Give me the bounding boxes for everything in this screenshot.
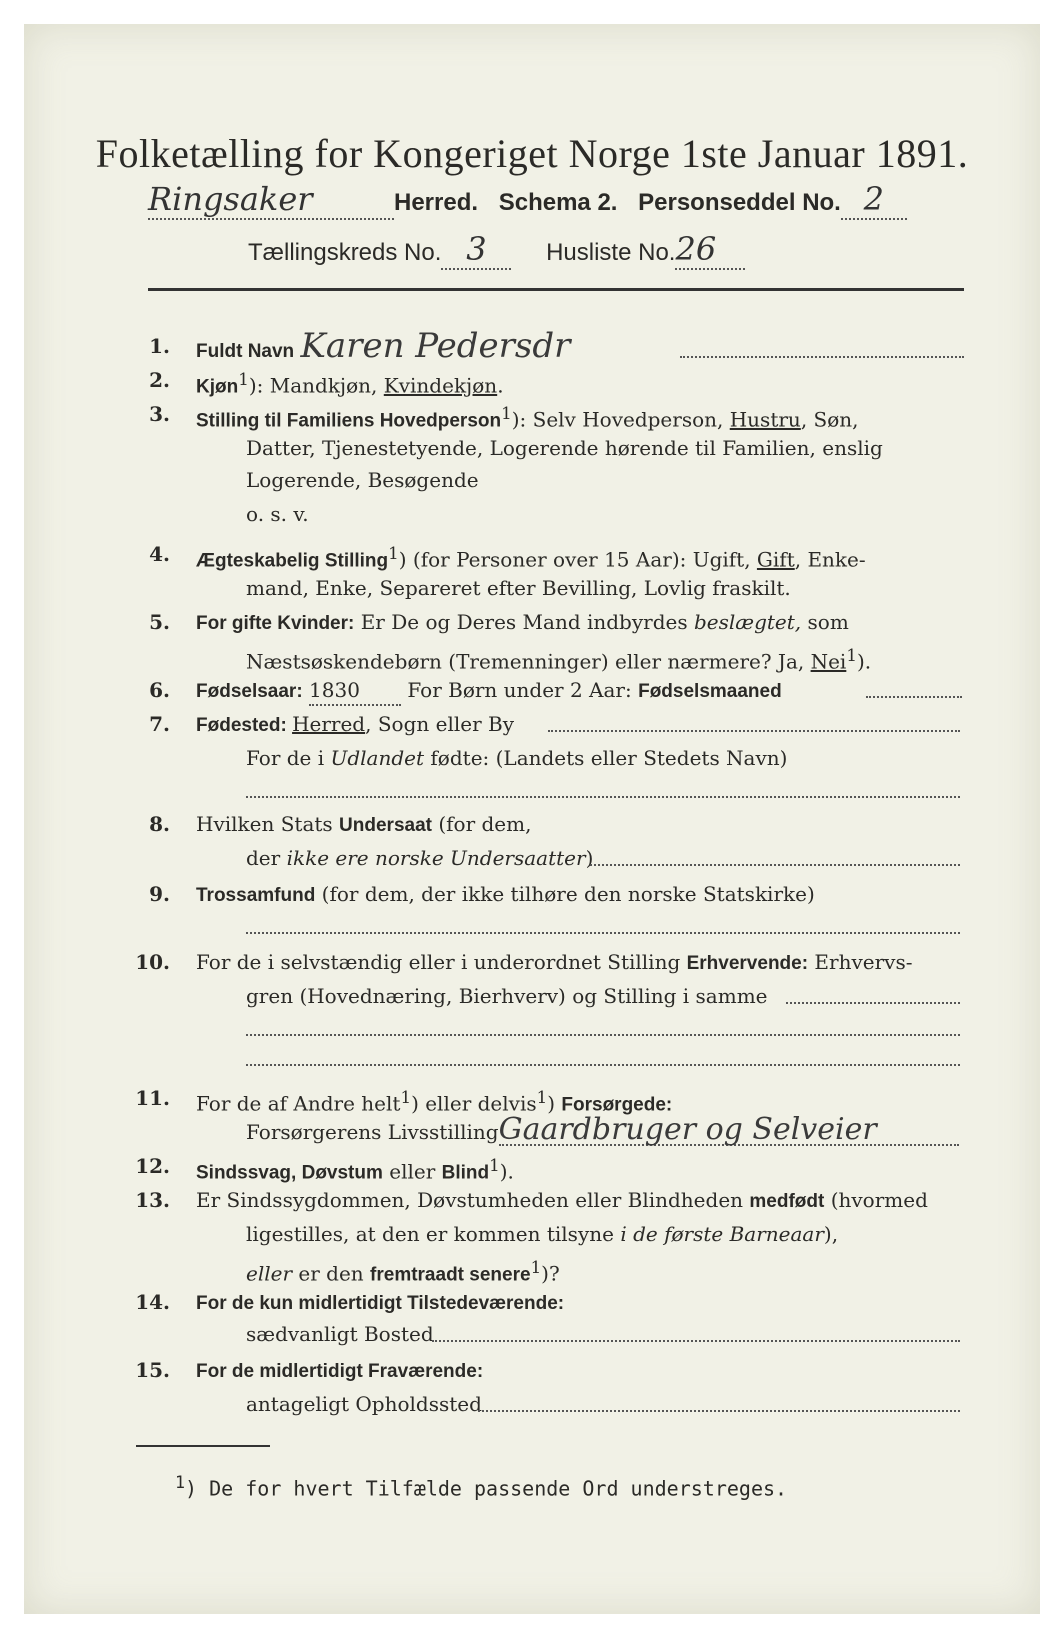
q13-line2 xyxy=(246,1220,838,1248)
q7-line2-a: For de i xyxy=(246,746,331,770)
q8-line2-b: ) xyxy=(585,846,594,870)
q4-number: 4. xyxy=(149,542,170,566)
q12-number: 12. xyxy=(135,1154,170,1178)
q3-text-a: ): Selv Hovedperson, xyxy=(511,407,730,432)
q2-line xyxy=(196,366,504,402)
q10-bold: Erhvervende: xyxy=(686,953,809,974)
personseddel-label: Personseddel No. xyxy=(638,189,841,216)
q10-dotted-line1 xyxy=(786,1002,960,1004)
q6-dotted-line xyxy=(866,696,962,698)
q7-underlined: Herred xyxy=(292,712,366,736)
q13-bold: medfødt xyxy=(749,1191,825,1212)
kreds-value: 3 xyxy=(441,230,511,270)
herred-label: Herred. xyxy=(394,189,479,216)
q4-text-b: , Enke- xyxy=(794,547,866,572)
q2-label: Kjøn xyxy=(196,376,239,398)
q6-line xyxy=(196,676,782,706)
q14-dotted-line xyxy=(432,1340,960,1342)
q10-line2: gren (Hovednæring, Bierhverv) og Stilling i samme xyxy=(246,984,768,1008)
footnote-rule xyxy=(136,1445,270,1447)
q3-line4: o. s. v. xyxy=(246,502,309,526)
kreds-label: Tællingskreds No. xyxy=(248,239,442,266)
q9-text: (for dem, der ikke tilhøre den norske Statskirke) xyxy=(315,882,815,906)
q11-text-c: ) xyxy=(547,1091,562,1116)
q8-line2-a: der xyxy=(246,846,287,870)
q1-value: Karen Pedersdr xyxy=(300,326,571,366)
q1-label: Fuldt Navn xyxy=(196,341,295,362)
q6-label2: Fødselsmaaned xyxy=(638,681,782,702)
q9-number: 9. xyxy=(149,882,170,906)
q3-number: 3. xyxy=(149,402,170,426)
q14-line2: sædvanligt Bosted xyxy=(246,1322,434,1346)
q2-sup: 1 xyxy=(238,370,249,389)
q12-end: ). xyxy=(499,1159,514,1184)
q15-dotted-line xyxy=(478,1410,960,1412)
q6-value: 1830 xyxy=(309,676,401,706)
q13-line1 xyxy=(196,1186,928,1216)
q13-italic: i de første Barneaar xyxy=(620,1222,824,1246)
q10-dotted-line2 xyxy=(246,1034,960,1036)
q3-underlined: Hustru xyxy=(729,407,801,432)
q14-number: 14. xyxy=(135,1290,170,1314)
q7-line2 xyxy=(246,744,787,772)
kreds-row xyxy=(248,230,745,270)
q10-number: 10. xyxy=(135,950,170,974)
header-rule xyxy=(148,288,964,291)
q5-line2-a: Næstsøskendebørn (Tremenninger) eller nærmere? Ja, xyxy=(246,649,811,674)
q10-text-a: For de i selvstændig eller i underordnet Stilling xyxy=(196,950,687,974)
q6-text: For Børn under 2 Aar: xyxy=(407,678,632,702)
q9-dotted-line xyxy=(246,932,960,934)
q11-line1: For de af Andre helt$^1$) eller delvis$^1$) Forsørgede: xyxy=(196,1088,673,1116)
q5-line2: Næstsøskendebørn (Tremenninger) eller nærmere? Ja, Nei$^1$). xyxy=(246,646,872,674)
q7-text-b: , Sogn eller By xyxy=(365,712,514,736)
q11-label: Forsørgerens Livsstilling xyxy=(246,1120,499,1144)
q5-underlined: Nei xyxy=(810,649,847,674)
q8-text-b: (for dem, xyxy=(431,812,532,836)
q11-line2 xyxy=(246,1112,959,1147)
q11-value: Gaardbruger og Selveier xyxy=(499,1116,959,1146)
q6-number: 6. xyxy=(149,678,170,702)
q5-line1 xyxy=(196,608,849,638)
q15-label: For de midlertidigt Fraværende: xyxy=(196,1361,484,1382)
q3-label: Stilling til Familiens Hovedperson xyxy=(196,410,502,432)
q12-label: Sindssvag, Døvstum xyxy=(196,1162,383,1184)
q11-text-b: ) eller delvis xyxy=(411,1091,537,1116)
q2-number: 2. xyxy=(149,368,170,392)
q13-text-a: Er Sindssygdommen, Døvstumheden eller Blindheden xyxy=(196,1188,750,1212)
q4-line1: Ægteskabelig Stilling$^1$) (for Personer over 15 Aar): Ugift, Gift, Enke- xyxy=(196,544,866,572)
q8-italic: ikke ere norske Undersaatter xyxy=(286,846,586,870)
q15-number: 15. xyxy=(135,1358,170,1382)
q11-bold: Forsørgede: xyxy=(561,1094,673,1116)
q7-number: 7. xyxy=(149,712,170,736)
q14-label: For de kun midlertidigt Tilstedeværende: xyxy=(196,1293,565,1314)
q1-dotted-line xyxy=(680,356,964,358)
form-title: Folketælling for Kongeriget Norge 1ste Januar 1891. xyxy=(95,131,969,176)
q1-number: 1. xyxy=(149,334,170,358)
q7-italic: Udlandet xyxy=(330,746,425,770)
q8-bold: Undersaat xyxy=(339,815,432,836)
q13-line3-italic: eller xyxy=(246,1261,293,1286)
q4-line2: mand, Enke, Separeret efter Bevilling, Lovlig fraskilt. xyxy=(246,576,791,600)
q5-italic: beslægtet, xyxy=(693,610,802,634)
q7-dotted-line1 xyxy=(548,730,960,732)
q10-line1 xyxy=(196,948,912,978)
q11-number: 11. xyxy=(135,1086,170,1110)
q13-line3-b: )? xyxy=(541,1261,560,1286)
q2-underlined: Kvindekjøn xyxy=(383,373,498,398)
q13-line3-bold: fremtraadt senere xyxy=(370,1264,531,1286)
q8-text-a: Hvilken Stats xyxy=(196,812,340,836)
q11-text-a: For de af Andre helt xyxy=(196,1091,401,1116)
q13-line3-a: er den xyxy=(292,1261,371,1286)
q7-dotted-line2 xyxy=(246,796,960,798)
personseddel-value: 2 xyxy=(841,180,907,220)
herred-value: Ringsaker xyxy=(148,180,394,220)
q13-text-b: (hvormed xyxy=(824,1188,928,1212)
q14-line1 xyxy=(196,1288,564,1318)
q4-label: Ægteskabelig Stilling xyxy=(196,550,389,572)
q7-line1: Fødested: Herred, Sogn eller By xyxy=(196,712,514,736)
herred-row xyxy=(148,180,907,220)
q5-text-a: Er De og Deres Mand indbyrdes xyxy=(354,610,694,634)
q8-number: 8. xyxy=(149,812,170,836)
q5-line2-b: ). xyxy=(856,649,872,674)
q5-label: For gifte Kvinder: xyxy=(196,613,355,634)
footnote-sup: 1 xyxy=(175,1473,186,1492)
q15-line2: antageligt Opholdssted xyxy=(246,1392,482,1416)
q12-label2: Blind xyxy=(441,1162,490,1184)
q13-line2-a: ligestilles, at den er kommen tilsyne xyxy=(246,1222,621,1246)
q9-label: Trossamfund xyxy=(196,885,316,906)
footnote xyxy=(175,1473,787,1501)
q2-text-a: ): Mandkjøn, xyxy=(248,373,384,398)
q8-dotted-line xyxy=(590,864,960,866)
husliste-value: 26 xyxy=(675,230,745,270)
q8-line2 xyxy=(246,844,593,872)
schema-label: Schema 2. xyxy=(498,189,618,216)
q3-text-b: , Søn, xyxy=(800,407,859,432)
q10-text-b: Erhvervs- xyxy=(808,950,913,974)
q10-dotted-line3 xyxy=(246,1064,960,1066)
q7-line2-b: fødte: (Landets eller Stedets Navn) xyxy=(424,746,788,770)
q3-line3: Logerende, Besøgende xyxy=(246,468,479,492)
q8-line1 xyxy=(196,810,531,840)
q15-line1 xyxy=(196,1356,483,1386)
q3-line1: Stilling til Familiens Hovedperson$^1$): Selv Hovedperson, Hustru, Søn, xyxy=(196,404,859,432)
q13-line2-b: ), xyxy=(823,1222,839,1246)
q9-line xyxy=(196,880,815,910)
q12-text: eller xyxy=(382,1159,442,1184)
q13-line3: eller er den fremtraadt senere$^1$)? xyxy=(246,1258,560,1286)
q1-line xyxy=(196,326,571,366)
q2-text-b: . xyxy=(497,373,504,398)
q5-text-b: som xyxy=(801,610,849,634)
q13-number: 13. xyxy=(135,1188,170,1212)
q5-number: 5. xyxy=(149,610,170,634)
q12-line: Sindssvag, Døvstum eller Blind$^1$). xyxy=(196,1156,514,1184)
husliste-label: Husliste No. xyxy=(546,239,676,266)
q4-text-a: ) (for Personer over 15 Aar): Ugift, xyxy=(398,547,757,572)
footnote-text: ) De for hvert Tilfælde passende Ord understreges. xyxy=(185,1476,788,1501)
q4-underlined: Gift xyxy=(756,547,795,572)
q6-label: Fødselsaar: xyxy=(196,681,303,702)
q3-line2: Datter, Tjenestetyende, Logerende hørende til Familien, enslig xyxy=(246,436,883,460)
